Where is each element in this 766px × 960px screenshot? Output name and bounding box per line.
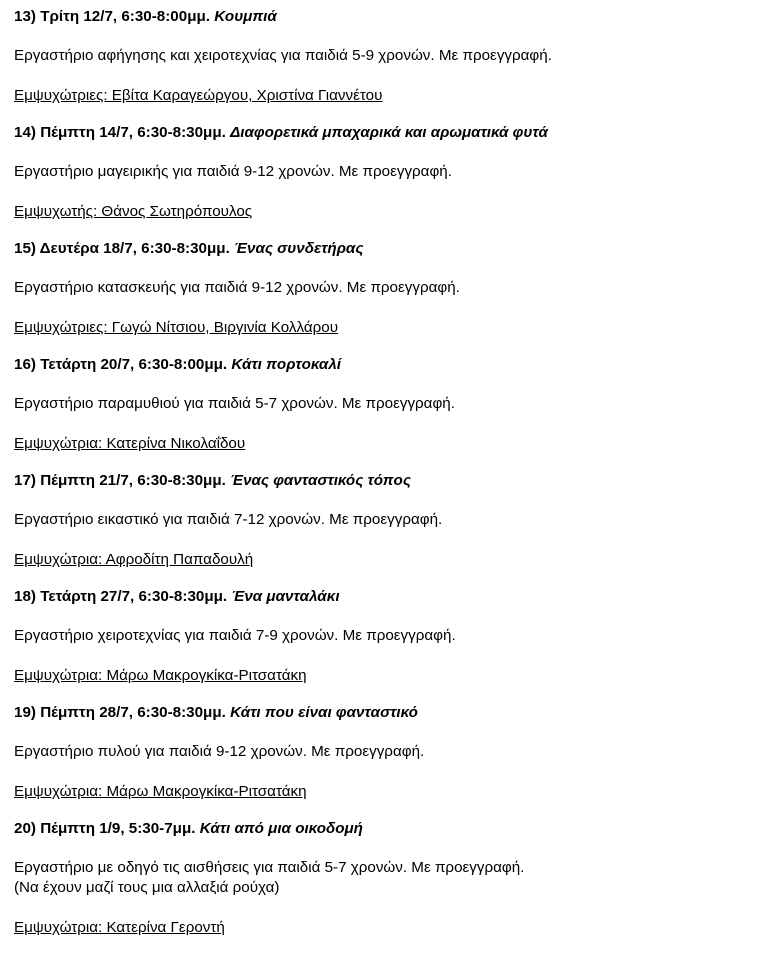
entry-heading [14,355,341,375]
entry-when: Πέμπτη 21/7, 6:30-8:30μμ. [40,472,226,489]
entry-number: 19) [14,704,36,721]
entry-host: Εμψυχώτρια: Κατερίνα Νικολαΐδου [14,435,246,452]
entry-description: Εργαστήριο εικαστικό για παιδιά 7-12 χρονών. Με προεγγραφή. [14,511,443,528]
entry-when: Πέμπτη 28/7, 6:30-8:30μμ. [40,704,226,721]
entry-description: Εργαστήριο κατασκευής για παιδιά 9-12 χρονών. Με προεγγραφή. [14,279,460,296]
workshop-entry-20 [14,812,754,948]
entry-number: 14) [14,124,36,141]
entry-description: Εργαστήριο αφήγησης και χειροτεχνίας για παιδιά 5-9 χρονών. Με προεγγραφή. [14,47,552,64]
entry-when: Τρίτη 12/7, 6:30-8:00μμ. [40,8,211,25]
entry-title: Διαφορετικά μπαχαρικά και αρωματικά φυτά [230,124,548,141]
entry-title: Κάτι από μια οικοδομή [199,820,363,837]
entry-heading [14,7,277,27]
entry-heading [14,587,340,607]
entry-number: 17) [14,472,36,489]
workshop-entry-15 [14,232,754,348]
entry-description: Εργαστήριο μαγειρικής για παιδιά 9-12 χρονών. Με προεγγραφή. [14,163,452,180]
entry-heading [14,471,411,491]
entry-heading [14,819,363,839]
entry-title: Ένα μανταλάκι [231,588,340,605]
entry-title: Κουμπιά [214,8,277,25]
entry-description: Εργαστήριο πυλού για παιδιά 9-12 χρονών. Με προεγγραφή. [14,743,425,760]
entry-description: Εργαστήριο χειροτεχνίας για παιδιά 7-9 χρονών. Με προεγγραφή. [14,627,456,644]
entry-host: Εμψυχώτρια: Μάρω Μακρογκίκα-Ριτσατάκη [14,783,307,800]
entry-description: Εργαστήριο παραμυθιού για παιδιά 5-7 χρονών. Με προεγγραφή. [14,395,455,412]
entry-description: Εργαστήριο με οδηγό τις αισθήσεις για παιδιά 5-7 χρονών. Με προεγγραφή. [14,859,525,876]
entry-description-note: (Να έχουν μαζί τους μια αλλαξιά ρούχα) [14,879,280,896]
workshop-entry-18 [14,580,754,696]
entry-number: 13) [14,8,36,25]
entry-when: Δευτέρα 18/7, 6:30-8:30μμ. [39,240,230,257]
entry-number: 15) [14,240,36,257]
entry-title: Ένας φανταστικός τόπος [230,472,411,489]
entry-host: Εμψυχώτρια: Κατερίνα Γεροντή [14,919,225,936]
entry-when: Πέμπτη 14/7, 6:30-8:30μμ. [40,124,226,141]
entry-title: Ένας συνδετήρας [234,240,364,257]
entry-host: Εμψυχώτριες: Γωγώ Νίτσιου, Βιργινία Κολλάρου [14,319,339,336]
entry-heading [14,123,548,143]
entry-title: Κάτι πορτοκαλί [231,356,341,373]
entry-host: Εμψυχωτής: Θάνος Σωτηρόπουλος [14,203,253,220]
workshop-entry-16 [14,348,754,464]
workshop-entry-17 [14,464,754,580]
entry-host: Εμψυχώτρια: Μάρω Μακρογκίκα-Ριτσατάκη [14,667,307,684]
entry-number: 16) [14,356,36,373]
entry-host: Εμψυχώτριες: Εβίτα Καραγεώργου, Χριστίνα Γιαννέτου [14,87,383,104]
entry-when: Τετάρτη 20/7, 6:30-8:00μμ. [40,356,228,373]
entry-number: 20) [14,820,36,837]
entry-heading [14,703,418,723]
workshop-entry-14 [14,116,754,232]
entry-when: Τετάρτη 27/7, 6:30-8:30μμ. [40,588,228,605]
entry-host: Εμψυχώτρια: Αφροδίτη Παπαδουλή [14,551,254,568]
workshop-entry-19 [14,696,754,812]
entry-title: Κάτι που είναι φανταστικό [230,704,418,721]
workshop-entry-13 [14,0,754,116]
entry-when: Πέμπτη 1/9, 5:30-7μμ. [40,820,196,837]
workshop-schedule [14,0,754,948]
entry-number: 18) [14,588,36,605]
entry-heading [14,239,363,259]
